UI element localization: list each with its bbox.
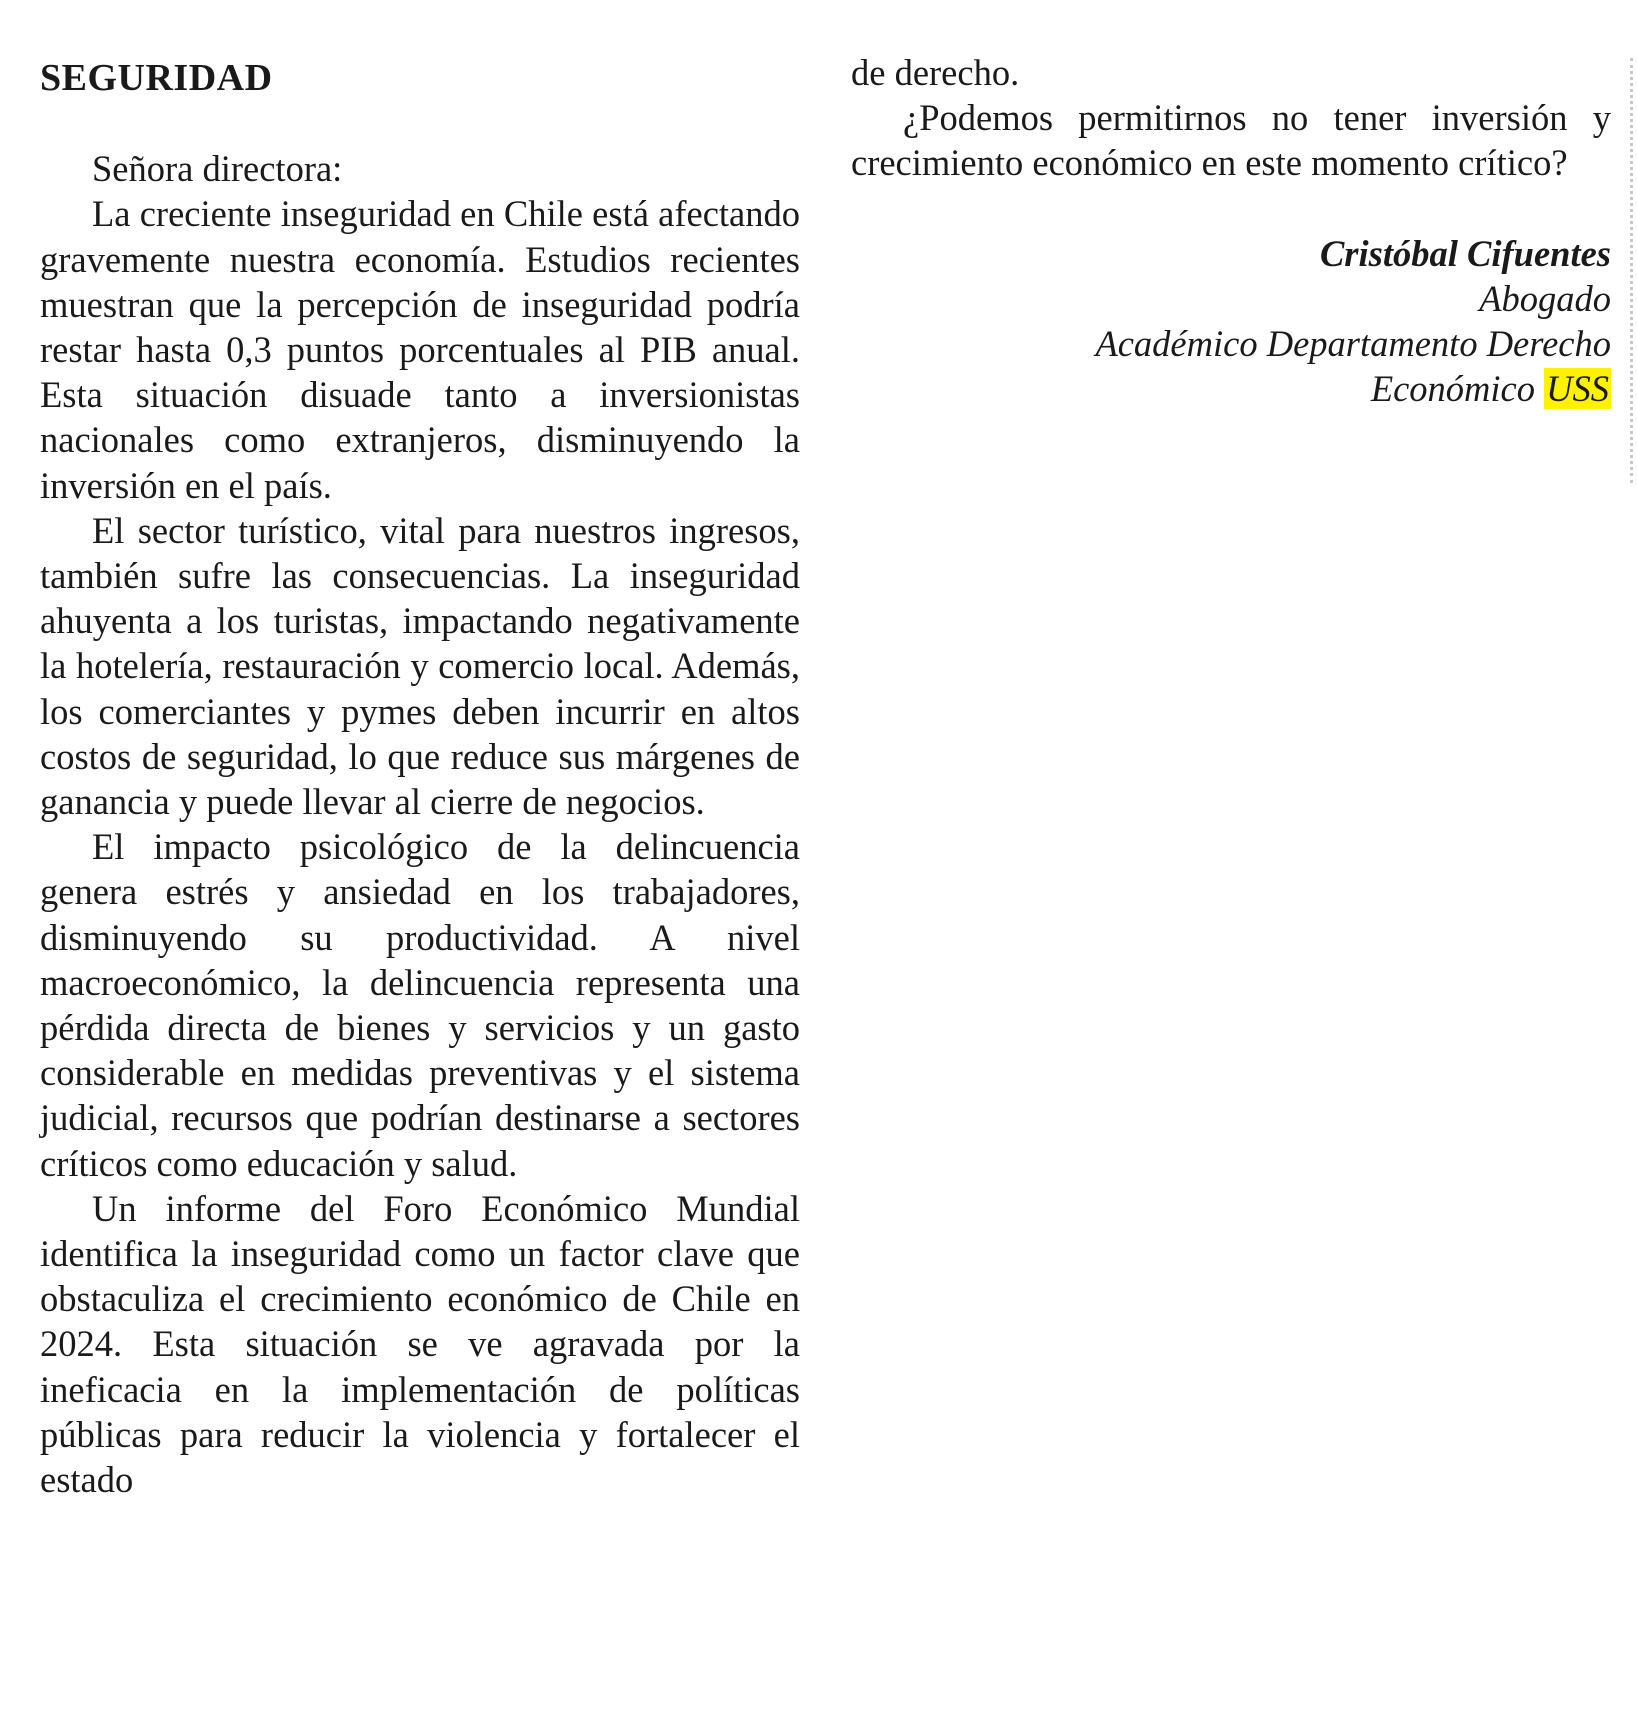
letter-paragraph-3: El impacto psicológico de la delincuencia genera estrés y ansiedad en los trabajadores, disminuyendo su productividad. A nivel macroeconómico, la delincuencia representa una pérdida directa de bienes y servicios y un gasto considerable en medidas preventivas y el sistema judicial, recursos que podrían destinarse a sectores críticos como educación y salud. xyxy=(40,826,800,1184)
author-name: Cristóbal Cifuentes xyxy=(1319,232,1611,274)
highlighted-institution: USS xyxy=(1546,368,1609,410)
letter-headline: SEGURIDAD xyxy=(40,57,273,99)
author-signature xyxy=(851,231,1611,412)
dotted-fold-line xyxy=(1630,58,1633,483)
right-column xyxy=(851,50,1611,411)
letter-continuation: de derecho. xyxy=(851,52,1020,93)
letter-salutation: Señora directora: xyxy=(92,148,343,190)
author-affiliation-line-1: Académico Departamento Derecho xyxy=(1095,323,1611,365)
letter-paragraph-1: La creciente inseguridad en Chile está afectando gravemente nuestra economía. Estudios recientes muestran que la percepción de inseguridad podría restar hasta 0,3 puntos porcentuales al PIB anual. Esta situación disuade tanto a inversionistas nacionales como extranjeros, disminuyendo la inversión en el país. xyxy=(40,193,800,506)
author-title: Abogado xyxy=(1479,277,1611,319)
letter-paragraph-4: Un informe del Foro Económico Mundial identifica la inseguridad como un factor clave que obstaculiza el crecimiento económico de Chile en 2024. Esta situación se ve agravada por la ineficacia en la implementación de políticas públicas para reducir la violencia y fortalecer el estado xyxy=(40,1187,800,1501)
author-affiliation-line-2 xyxy=(851,366,1611,411)
left-column xyxy=(40,50,800,1502)
letter-paragraph-2: El sector turístico, vital para nuestros ingresos, también sufre las consecuencias. La inseguridad ahuyenta a los turistas, impactando negativamente la hotelería, restauración y comercio local. Además, los comerciantes y pymes deben incurrir en altos costos de seguridad, lo que reduce sus márgenes de ganancia y puede llevar al cierre de negocios. xyxy=(40,509,800,823)
author-affiliation-economico: Económico xyxy=(1370,368,1536,410)
letter-closing-question: ¿Podemos permitirnos no tener inversión y crecimiento económico en este momento crítico? xyxy=(851,97,1611,184)
